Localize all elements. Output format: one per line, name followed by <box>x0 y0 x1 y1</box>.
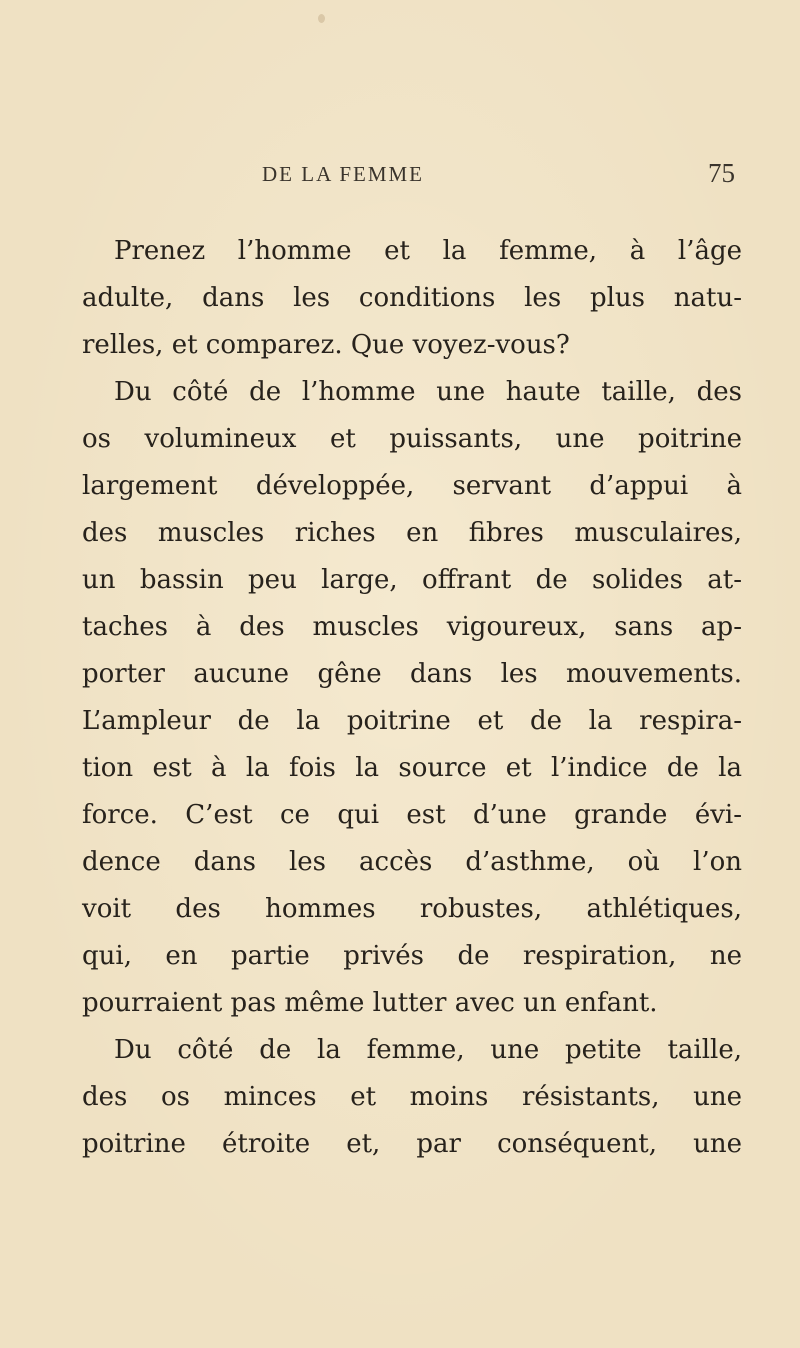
text-line: adulte, dans les conditions les plus natu- <box>82 283 742 313</box>
text-line: Du côté de la femme, une petite taille, <box>114 1035 742 1065</box>
text-line: pourraient pas même lutter avec un enfant. <box>82 988 658 1018</box>
page-number: 75 <box>708 158 735 188</box>
text-line: qui, en partie privés de respiration, ne <box>82 941 742 971</box>
text-line: poitrine étroite et, par conséquent, une <box>82 1129 742 1159</box>
text-line: relles, et comparez. Que voyez-vous? <box>82 330 570 360</box>
text-line: des muscles riches en fibres musculaires, <box>82 518 742 548</box>
text-line: porter aucune gêne dans les mouvements. <box>82 659 742 689</box>
page-header <box>0 158 800 192</box>
running-head: DE LA FEMME <box>262 162 425 186</box>
text-line: L’ampleur de la poitrine et de la respira- <box>82 706 742 736</box>
text-line: des os minces et moins résistants, une <box>82 1082 742 1112</box>
text-line: Prenez l’homme et la femme, à l’âge <box>114 236 742 266</box>
paper-spot <box>318 14 325 23</box>
text-line: tion est à la fois la source et l’indice de la <box>82 753 742 783</box>
text-line: dence dans les accès d’asthme, où l’on <box>82 847 742 877</box>
text-line: taches à des muscles vigoureux, sans ap- <box>82 612 742 642</box>
text-line: os volumineux et puissants, une poitrine <box>82 424 742 454</box>
text-line: un bassin peu large, offrant de solides at- <box>82 565 742 595</box>
body-text <box>82 228 742 1168</box>
text-line: largement développée, servant d’appui à <box>82 471 742 501</box>
text-line: voit des hommes robustes, athlétiques, <box>82 894 742 924</box>
text-line: force. C’est ce qui est d’une grande évi- <box>82 800 742 830</box>
text-line: Du côté de l’homme une haute taille, des <box>114 377 742 407</box>
